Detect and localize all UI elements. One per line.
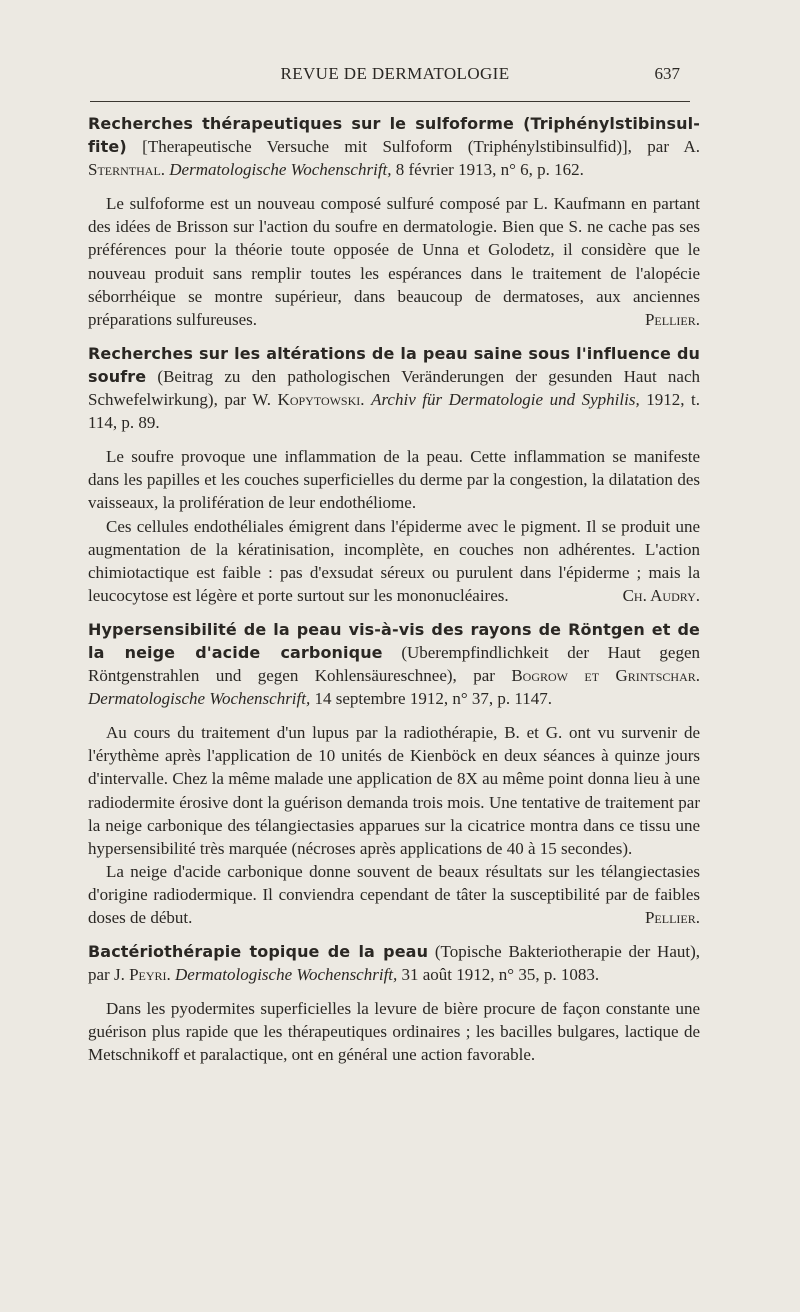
article-reference: (Beitrag zu den pathologischen Veränderungen der gesunden Haut nach Schwefelwirkung), par W. <box>88 366 700 410</box>
paragraph-text: La neige d'acide carbonique donne souvent de beaux résultats sur les télangiectasies d'origine radiodermique. Il conviendra cependant de tâter la susceptibilité par de faibles doses de début. <box>88 861 700 927</box>
article-paragraph <box>88 860 700 929</box>
article-bacteriotherapie <box>88 940 700 1066</box>
page-header <box>90 60 700 90</box>
article-citation: 14 septembre 1912, n° 37, p. 1147. <box>310 689 553 709</box>
article-signature: Pellier. <box>644 908 700 927</box>
article-title: Hypersensibilité de la peau vis-à-vis des rayons de Röntgen et de la neige d'acide carbonique <box>88 619 700 662</box>
paragraph-text: Ces cellules endothéliales émigrent dans l'épiderme avec le pigment. Il se produit une augmentation de la kératinisation, incomplète, en couches non adhérentes. L'action chimiotactique est faible : pas d'exsudat séreux ou purulent dans l'épiderme ; mais la leucocytose est légère et porte surtout sur les mononucléaires. <box>88 516 700 605</box>
article-paragraph <box>88 515 700 607</box>
article-column <box>88 112 700 1067</box>
article-journal: Archiv für Dermatologie und Syphilis, <box>371 390 640 410</box>
article-reference-sep: . <box>695 666 700 686</box>
article-reference: (Topische Bakteriotherapie der Haut), par J. <box>88 942 701 985</box>
article-citation: 1912, t. 114, p. 89. <box>88 390 700 433</box>
article-journal: Dermatologische Wochenschrift, <box>88 689 311 709</box>
article-paragraph: Dans les pyodermites superficielles la levure de bière procure de façon constante une guérison plus rapide que les thérapeutiques ordinaires ; les bacilles bulgares, lactique de Metschnikoff et paralactique, ont en général une action favorable. <box>88 999 700 1065</box>
article-author: Kopytowski <box>277 390 361 410</box>
header-rule <box>90 101 690 102</box>
article-heading <box>88 112 700 181</box>
article-citation: 31 août 1912, n° 35, p. 1083. <box>397 965 600 985</box>
article-heading <box>88 342 700 434</box>
article-title: Recherches thérapeutiques sur le sulfoforme (Triphénylstibinsul-fite) <box>88 114 700 157</box>
article-signature: Ch. Audry. <box>622 585 700 605</box>
article-citation: 8 février 1913, n° 6, p. 162. <box>391 160 584 180</box>
article-reference: (Uberempfindlichkeit der Haut gegen Röntgenstrahlen und gegen Kohlensäureschnee), par <box>88 642 700 686</box>
article-journal: Dermatologische Wochenschrift, <box>175 965 398 985</box>
paragraph-text: Le sulfoforme est un nouveau composé sulfuré composé par L. Kaufmann en partant des idées de Brisson sur l'action du soufre en dermatologie. Bien que S. ne cache pas ses préférences pour la théorie toute opposée de Unna et Golodetz, il considère que le nouveau produit sans remplir toutes les espérances dans le traitement de l'alopécie séborrhéique se montre supérieur, dans beaucoup de dermatoses, aux anciennes préparations sulfureuses. <box>88 194 700 329</box>
running-title: REVUE DE DERMATOLOGIE <box>280 64 510 83</box>
article-author: Bogrow et Grintschar <box>511 666 696 686</box>
article-journal: Dermatologische Wochenschrift, <box>169 160 392 180</box>
article-reference-sep: . <box>166 965 176 985</box>
article-soufre <box>88 342 700 607</box>
article-hypersensibilite <box>88 618 700 929</box>
article-reference-sep: . <box>360 390 372 410</box>
article-paragraph: Au cours du traitement d'un lupus par la radiothérapie, B. et G. ont vu survenir de l'érythème après l'application de 10 unités de Kienböck en deux séances à quinze jours d'intervalle. Chez la même malade une application de 8X au même point donna lieu à une radiodermite érosive dont la guérison demanda trois mois. Une tentative de traitement par la neige carbonique des télangiectasies apparues sur la cicatrice montra dans ce tissu une hypersensibilité très marquée (nécroses après applications de 40 à 15 secondes). <box>88 723 700 858</box>
article-title: Bactériothérapie topique de la peau <box>88 942 429 962</box>
page-number: 637 <box>654 64 680 83</box>
article-heading <box>88 940 700 986</box>
article-author: Sternthal <box>88 160 161 180</box>
article-heading <box>88 618 700 710</box>
article-title: Recherches sur les altérations de la peau saine sous l'influence du soufre <box>88 343 700 386</box>
article-signature: Pellier. <box>644 309 700 329</box>
article-paragraph: Le soufre provoque une inflammation de la peau. Cette inflammation se manifeste dans les papilles et les couches superficielles du derme par la congestion, la dilatation des vaisseaux, la prolifération de leur endothéliome. <box>88 447 700 513</box>
article-author: Peyri <box>129 965 167 985</box>
article-reference: [Therapeutische Versuche mit Sulfoform (Triphénylstibinsulfid)], par A. <box>126 137 700 157</box>
article-paragraph <box>88 192 700 331</box>
article-sulfoforme <box>88 112 700 331</box>
article-reference-sep: . <box>160 160 170 180</box>
